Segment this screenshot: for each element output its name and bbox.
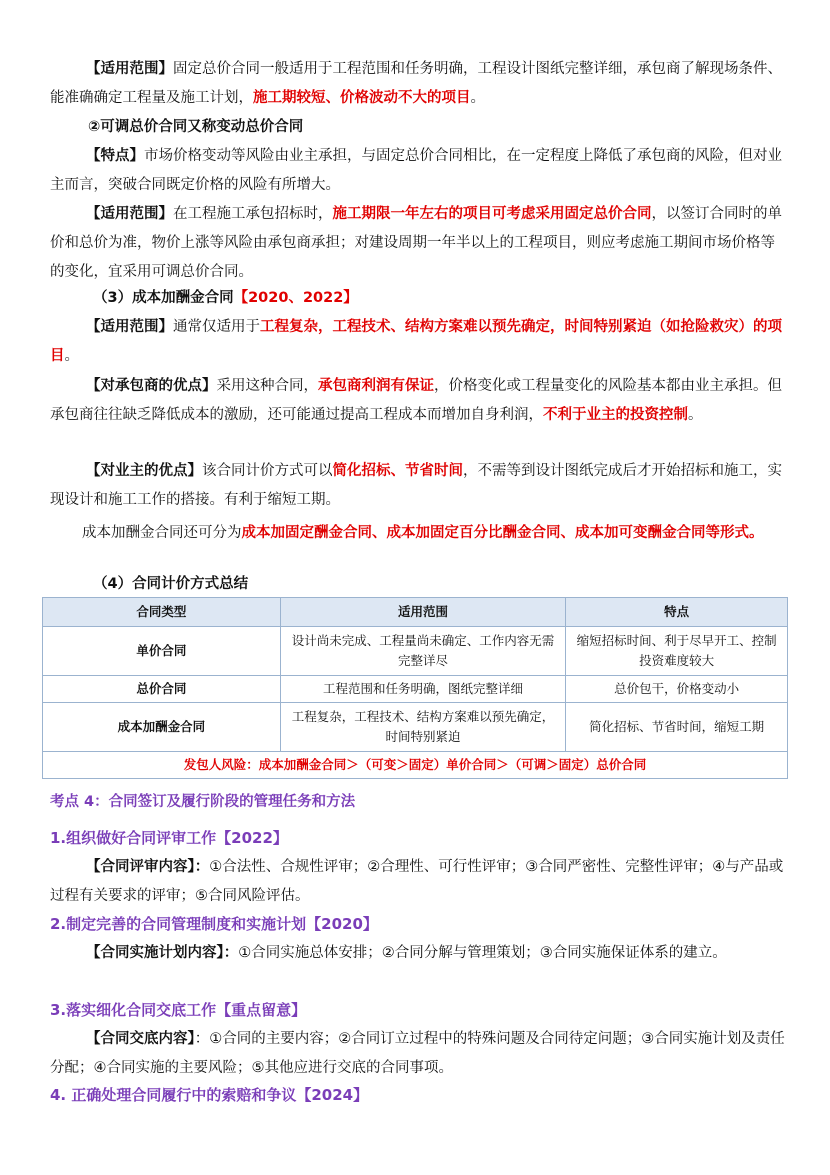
tag-scope: 【适用范围】 (86, 61, 173, 77)
adjustable-features-paragraph: 【特点】市场价格变动等风险由业主承担，与固定总价合同相比，在一定程度上降低了承包商的风险，但对业主而言，突破合同既定价格的风险有所增大。 (50, 148, 782, 193)
contractor-advantage-paragraph: 【对承包商的优点】采用这种合同，承包商利润有保证，价格变化或工程量变化的风险基本都由业主承担。但承包商往往缺乏降低成本的激励，还可能通过提高工程成本而增加自身利润，不利于业主的投资控制。 (50, 378, 782, 423)
cost-plus-forms-paragraph: 成本加酬金合同还可分为成本加固定酬金合同、成本加固定百分比酬金合同、成本加可变酬金合同等形式。 (82, 525, 764, 541)
table-cell: 成本加酬金合同 (43, 703, 281, 752)
table-cell: 总价合同 (43, 676, 281, 703)
heading-adjustable-total-price: ②可调总价合同又称变动总价合同 (88, 119, 304, 135)
exam-point-4-heading: 考点 4：合同签订及履行阶段的管理任务和方法 (50, 794, 356, 810)
table-header: 适用范围 (280, 598, 566, 627)
table-row (43, 627, 788, 676)
owner-advantage-paragraph: 【对业主的优点】该合同计价方式可以简化招标、节省时间，不需等到设计图纸完成后才开始招标和施工，实现设计和施工工作的搭接。有利于缩短工期。 (50, 463, 782, 508)
section-3-paragraph: 【合同交底内容】：①合同的主要内容；②合同订立过程中的特殊问题及合同待定问题；③合同实施计划及责任分配；④合同实施的主要风险；⑤其他应进行交底的合同事项。 (50, 1031, 785, 1076)
heading-summary: （4）合同计价方式总结 (93, 576, 249, 592)
table-cell: 工程范围和任务明确，图纸完整详细 (280, 676, 566, 703)
cost-plus-scope-paragraph: 【适用范围】通常仅适用于工程复杂，工程技术、结构方案难以预先确定，时间特别紧迫（如抢险救灾）的项目。 (50, 319, 782, 364)
table-cell: 工程复杂，工程技术、结构方案难以预先确定，时间特别紧迫 (280, 703, 566, 752)
table-row (43, 703, 788, 752)
table-risk-row (43, 752, 788, 779)
table-row (43, 676, 788, 703)
table-cell: 缩短招标时间、利于尽早开工、控制投资难度较大 (566, 627, 788, 676)
adjustable-scope-paragraph: 【适用范围】在工程施工承包招标时，施工期限一年左右的项目可考虑采用固定总价合同，以签订合同时的单价和总价为准，物价上涨等风险由承包商承担；对建设周期一年半以上的工程项目，则应考虑施工期间市场价格等的变化，宜采用可调总价合同。 (50, 206, 782, 280)
section-3-title: 3.落实细化合同交底工作【重点留意】 (50, 1001, 307, 1019)
section-2-title: 2.制定完善的合同管理制度和实施计划【2020】 (50, 915, 378, 933)
table-cell: 单价合同 (43, 627, 281, 676)
risk-summary-cell: 发包人风险：成本加酬金合同＞（可变＞固定）单价合同＞（可调＞固定）总价合同 (43, 752, 788, 779)
table-cell: 设计尚未完成、工程量尚未确定、工作内容无需完整详尽 (280, 627, 566, 676)
section-4-title: 4. 正确处理合同履行中的索赔和争议【2024】 (50, 1086, 369, 1104)
heading-cost-plus: （3）成本加酬金合同【2020、2022】 (93, 290, 358, 306)
table-cell: 简化招标、节省时间，缩短工期 (566, 703, 788, 752)
section-1-title: 1.组织做好合同评审工作【2022】 (50, 829, 288, 847)
fixed-price-scope-paragraph: 【适用范围】固定总价合同一般适用于工程范围和任务明确，工程设计图纸完整详细，承包商了解现场条件、能准确确定工程量及施工计划，施工期较短、价格波动不大的项目。 (50, 61, 782, 106)
contract-pricing-summary-table (42, 597, 788, 779)
table-header-row (43, 598, 788, 627)
table-header: 特点 (566, 598, 788, 627)
section-1-paragraph: 【合同评审内容】：①合法性、合规性评审；②合理性、可行性评审；③合同严密性、完整性评审；④与产品或过程有关要求的评审；⑤合同风险评估。 (50, 859, 784, 904)
table-cell: 总价包干，价格变动小 (566, 676, 788, 703)
table-header: 合同类型 (43, 598, 281, 627)
section-2-paragraph: 【合同实施计划内容】：①合同实施总体安排；②合同分解与管理策划；③合同实施保证体系的建立。 (86, 945, 727, 961)
